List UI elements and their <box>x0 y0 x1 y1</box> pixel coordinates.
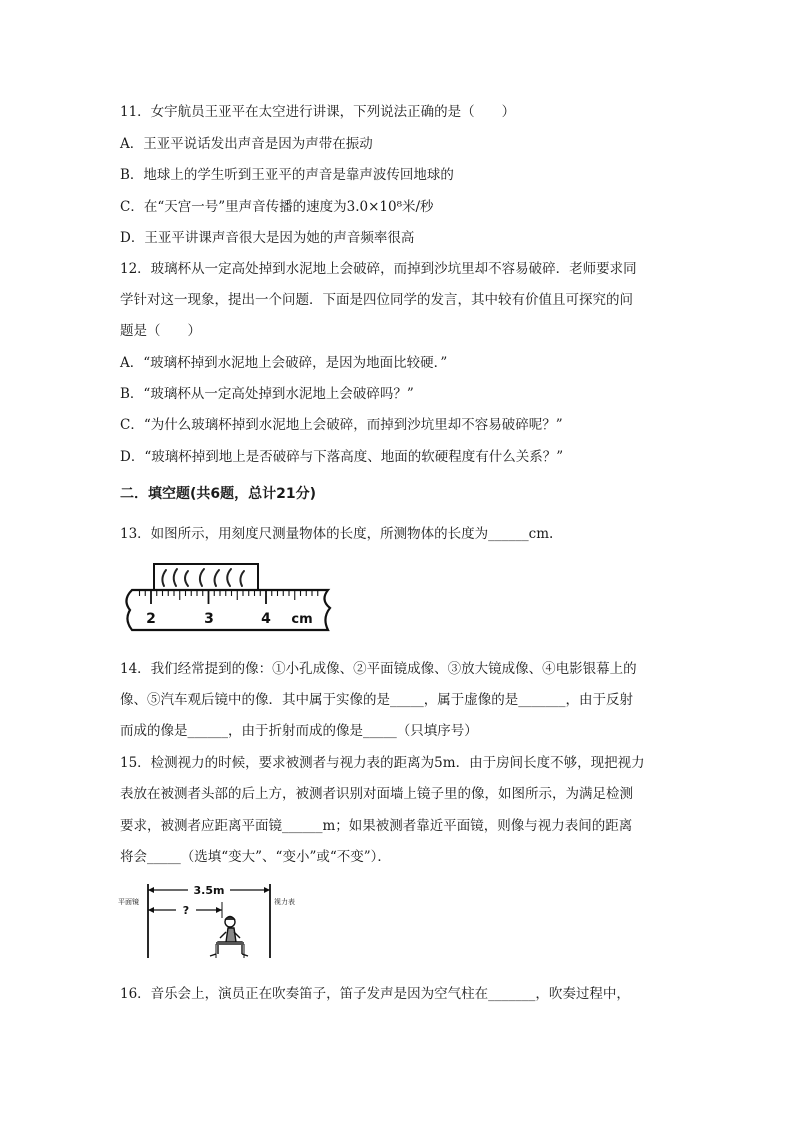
q13-stem: 13．如图所示，用刻度尺测量物体的长度，所测物体的长度为______cm. <box>120 526 554 542</box>
q12-stem-line-2: 学针对这一现象，提出一个问题．下面是四位同学的发言，其中较有价值且可探究的问 <box>120 292 633 308</box>
ruler-label-4: 4 <box>261 611 271 627</box>
q15-line-3: 要求，被测者应距离平面镜______m；如果被测者靠近平面镜，则像与视力表间的距离 <box>120 818 633 834</box>
q14-line-3: 而成的像是______，由于折射而成的像是_____（只填序号） <box>120 723 478 739</box>
seated-person-icon <box>210 917 248 959</box>
distance-label: 3.5m <box>193 884 225 897</box>
ruler-figure <box>118 560 340 642</box>
q11-option-a: A．王亚平说话发出声音是因为声带在振动 <box>120 136 373 152</box>
q14-line-2: 像、⑤汽车观后镜中的像．其中属于实像的是_____，属于虚像的是_______，由于反射 <box>120 692 633 708</box>
q12-option-d: D．“玻璃杯掉到地上是否破碎与下落高度、地面的软硬程度有什么关系？” <box>120 449 564 465</box>
q11-option-c: C．在“天宫一号”里声音传播的速度为3.0×10⁸米/秒 <box>120 199 434 215</box>
q16-line-1: 16．音乐会上，演员正在吹奏笛子，笛子发声是因为空气柱在_______，吹奏过程中， <box>120 986 630 1002</box>
eye-test-figure <box>118 878 308 962</box>
ruler-unit-label: cm <box>291 612 313 627</box>
q15-line-4: 将会_____（选填“变大”、“变小”或“不变”）． <box>120 849 391 865</box>
q14-line-1: 14．我们经常提到的像：①小孔成像、②平面镜成像、③放大镜成像、④电影银幕上的 <box>120 661 637 677</box>
q11-option-b: B．地球上的学生听到王亚平的声音是靠声波传回地球的 <box>120 167 454 183</box>
ruler-label-3: 3 <box>204 611 214 627</box>
eye-chart-label: 视力表 <box>274 898 295 906</box>
q12-option-a: A．“玻璃杯掉到水泥地上会破碎，是因为地面比较硬．” <box>120 355 448 371</box>
q11-stem: 11．女宇航员王亚平在太空进行讲课，下列说法正确的是（ ） <box>120 104 516 120</box>
section-2-heading: 二．填空题(共6题，总计21分) <box>120 486 317 502</box>
q12-option-c: C．“为什么玻璃杯掉到水泥地上会破碎，而掉到沙坑里却不容易破碎呢？” <box>120 417 563 433</box>
q12-stem-line-3: 题是（ ） <box>120 323 201 339</box>
ruler-label-2: 2 <box>146 611 156 627</box>
mirror-label: 平面镜 <box>118 898 139 906</box>
unknown-distance-label: ? <box>182 904 190 917</box>
q15-line-2: 表放在被测者头部的后上方，被测者识别对面墙上镜子里的像，如图所示，为满足检测 <box>120 786 633 802</box>
q15-line-1: 15．检测视力的时候，要求被测者与视力表的距离为5m．由于房间长度不够，现把视力 <box>120 755 645 771</box>
q12-option-b: B．“玻璃杯从一定高处掉到水泥地上会破碎吗？” <box>120 386 414 402</box>
q11-option-d: D．王亚平讲课声音很大是因为她的声音频率很高 <box>120 230 415 246</box>
q12-stem-line-1: 12．玻璃杯从一定高处掉到水泥地上会破碎，而掉到沙坑里却不容易破碎．老师要求同 <box>120 261 637 277</box>
